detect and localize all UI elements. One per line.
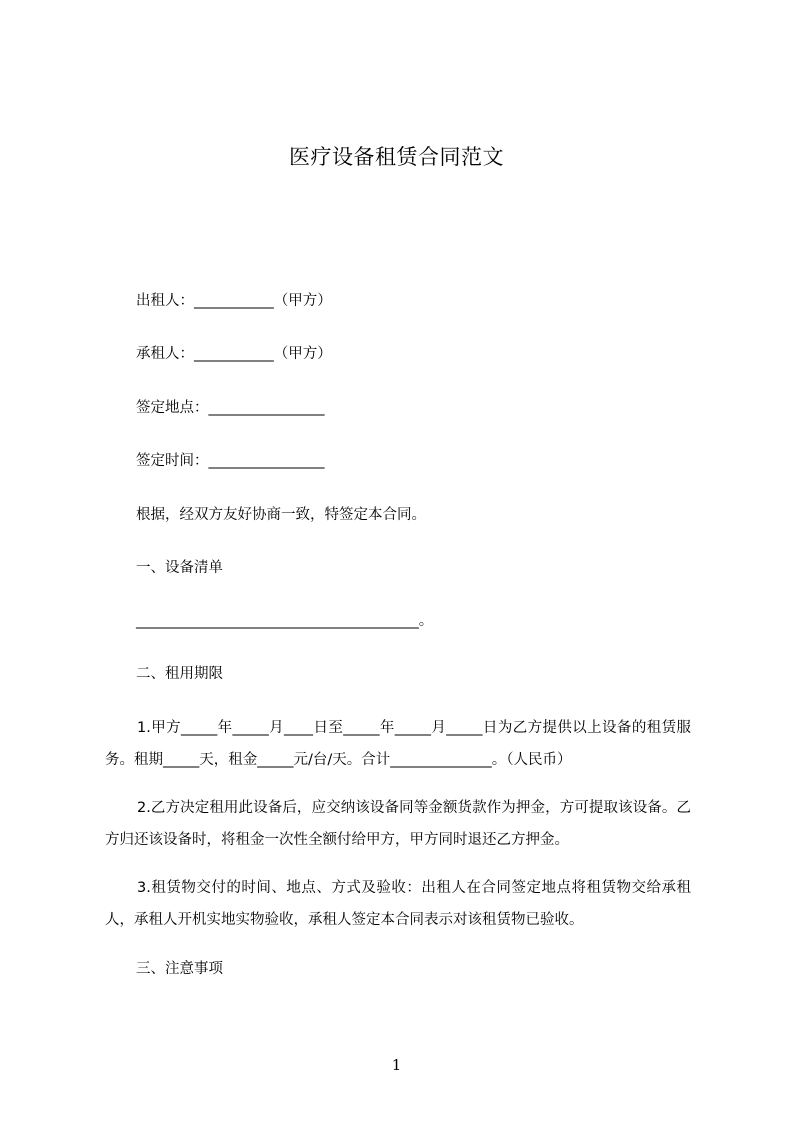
lessee-line: 承租人：___________（甲方）: [136, 346, 332, 362]
sign-place-line: 签定地点：________________: [136, 400, 325, 416]
rental-term-item-3: 3.租赁物交付的时间、地点、方式及验收：出租人在合同签定地点将租赁物交给承租人，承租人开机实地实物验收，承租人签定本合同表示对该租赁物已验收。: [105, 880, 691, 928]
lessor-line: 出租人：___________（甲方）: [136, 293, 332, 309]
document-title: 医疗设备租赁合同范文: [289, 145, 504, 169]
section-heading-notes: 三、注意事项: [136, 961, 223, 977]
rental-term-item-1: 1.甲方_____年_____月____日至_____年_____月_____日为乙方提供以上设备的租赁服务。租期_____天，租金_____元/台/天。合计______________。（人民币）: [105, 720, 691, 768]
page-number: 1: [391, 1056, 402, 1074]
section-heading-equipment-list: 一、设备清单: [136, 560, 223, 576]
preamble-text: 根据，经双方友好协商一致，特签定本合同。: [136, 507, 426, 523]
sign-time-line: 签定时间：________________: [136, 453, 325, 469]
section-heading-rental-term: 二、租用期限: [136, 666, 223, 682]
equipment-list-blank: _______________________________________。: [136, 613, 434, 629]
rental-term-item-2: 2.乙方决定租用此设备后，应交纳该设备同等金额货款作为押金，方可提取该设备。乙方归还该设备时，将租金一次性全额付给甲方，甲方同时退还乙方押金。: [105, 800, 691, 848]
